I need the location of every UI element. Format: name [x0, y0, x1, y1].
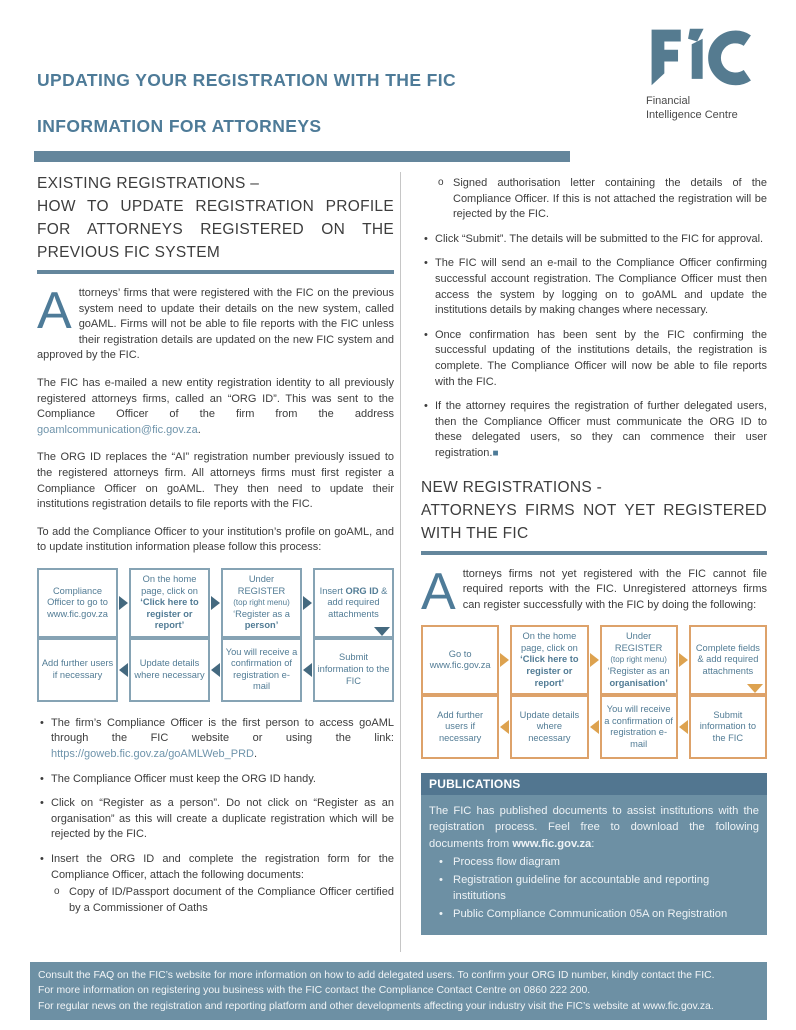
flow-row-1 [37, 568, 394, 638]
right-column [421, 172, 767, 935]
flow-box-6: You will receive a confirmation of registration e-mail [221, 638, 302, 702]
left-column [37, 172, 394, 925]
arrow-right-icon [590, 653, 599, 667]
flow-row-2 [421, 695, 767, 759]
flow-box-2: On the home page, click on ‘Click here to register or report’ [129, 568, 210, 638]
flow-box-3: Under REGISTER (top right menu) ‘Register as an organisation’ [600, 625, 678, 695]
heading-line: NEW REGISTRATIONS - [421, 478, 603, 496]
arrow-right-icon [679, 653, 688, 667]
heading-line: EXISTING REGISTRATIONS – [37, 175, 260, 192]
arrow-right-icon [211, 596, 220, 610]
bullet-delegated-users: • If the attorney requires the registration of further delegated users, then the Compliance Officer must communicate the ORG ID to these delegated users, so they can commence their user registration.■ [435, 399, 767, 461]
section-heading-existing [37, 172, 394, 264]
column-divider [400, 172, 401, 952]
flow-box-5: Submit information to the FIC [689, 695, 767, 759]
publication-item: • Process flow diagram [453, 854, 759, 870]
flow-row-1 [421, 625, 767, 695]
publication-item: • Registration guideline for accountable and reporting institutions [453, 872, 759, 904]
paragraph-orgid-email: The FIC has e-mailed a new entity registration identity to all previously registered attorneys firms, called an “ORG ID”. This was sent to the Compliance Officer of the firm from the address goamlcommunication@fic.gov.za. [37, 376, 394, 436]
subbullet-id-passport: o Copy of ID/Passport document of the Compliance Officer certified by a Commissioner of Oaths [69, 885, 394, 916]
logo-caption-line2: Intelligence Centre [646, 109, 738, 121]
paragraph-intro: Attorneys’ firms that were registered with the FIC on the previous system need to update their details on the new system, called goAML. Firms will not be able to file reports with the FIC unless their registration details are updated on the new FIC system and approved by the FIC. [37, 282, 394, 362]
fic-logo [638, 26, 770, 122]
flow-box-4: Complete fields & add required attachments [689, 625, 767, 695]
goaml-web-link[interactable]: https://goweb.fic.gov.za/goAMLWeb_PRD [51, 748, 254, 761]
flow-box-3: Under REGISTER (top right menu) ‘Register as a person’ [221, 568, 302, 638]
page-title [37, 57, 597, 149]
arrow-right-icon [303, 596, 312, 610]
footer-line-2: For more information on registering you business with the FIC contact the Compliance Contact Centre on 0860 222 200. [38, 985, 591, 997]
publications-body: The FIC has published documents to assist institutions with the registration process. Feel free to download the following documents from www.fic.gov.za: • Process flow diagram • Registration guideline for accountable and reporting institutions • Public Compliance Communication 05A on Registration [421, 795, 767, 934]
flow-box-8: Add further users if necessary [37, 638, 118, 702]
bullet-register-as-person: • Click on “Register as a person”. Do not click on “Register as an organisation” as this will create a duplicate registration which will be rejected by the FIC. [51, 796, 394, 843]
flow-box-1: Compliance Officer to go to www.fic.gov.za [37, 568, 118, 638]
dropcap-letter: A [37, 282, 72, 340]
flow-box-7: Update details where necessary [510, 695, 588, 759]
paragraph-new-intro: Attorneys firms not yet registered with the FIC cannot file required reports with the FIC. Unregistered attorneys firms can register successfully with the FIC by doing the following: [421, 562, 767, 621]
publications-panel [421, 773, 767, 934]
heading-line: FOR ATTORNEYS REGISTERED ON THE [37, 221, 394, 238]
footer-banner [30, 962, 767, 1020]
arrow-left-icon [211, 663, 220, 677]
bullet-confirmation-complete: • Once confirmation has been sent by the FIC confirming the successful updating of the institutions details, the registration is complete. The Compliance Officer will now be able to file reports with the FIC. [435, 328, 767, 390]
bullet-keep-orgid: • The Compliance Officer must keep the ORG ID handy. [51, 772, 394, 788]
publications-title: PUBLICATIONS [421, 773, 767, 795]
fic-logo-icon [644, 26, 754, 88]
heading-line: ATTORNEYS FIRMS NOT YET REGISTERED [421, 501, 767, 519]
bullet-fic-email-confirm: • The FIC will send an e-mail to the Compliance Officer confirming successful account registration. The Compliance Officer must then access the system by logging on to goAML and update the institutions details by making changes where necessary. [435, 256, 767, 318]
section-rule [421, 551, 767, 555]
footer-line-1: Consult the FAQ on the FIC’s website for more information on how to add delegated users. To confirm your ORG ID number, kindly contact the FIC. [38, 970, 715, 981]
arrow-down-icon [747, 684, 763, 693]
new-registration-flowchart [421, 625, 767, 759]
flow-box-7: Update details where necessary [129, 638, 210, 702]
flow-box-5: Submit information to the FIC [313, 638, 394, 702]
flow-box-1: Go to www.fic.gov.za [421, 625, 499, 695]
fic-website-text: www.fic.gov.za [512, 837, 592, 850]
arrow-left-icon [119, 663, 128, 677]
footer-line-3: For regular news on the registration and reporting platform and other developments affecting your industry visit the FIC’s website at www.fic.gov.za. [38, 1000, 714, 1012]
bullet-co-first-access: • The firm’s Compliance Officer is the first person to access goAML through the FIC website or using the link: https://goweb.fic.gov.za/goAMLWeb_PRD. [51, 716, 394, 763]
section-rule [37, 270, 394, 274]
flow-row-2 [37, 638, 394, 702]
logo-caption [646, 94, 770, 122]
title-divider-bar [34, 151, 570, 162]
publication-item: • Public Compliance Communication 05A on Registration [453, 906, 759, 922]
arrow-left-icon [679, 720, 688, 734]
dropcap-letter: A [421, 562, 456, 621]
section-heading-new [421, 476, 767, 545]
heading-line: PREVIOUS FIC SYSTEM [37, 244, 221, 261]
arrow-left-icon [590, 720, 599, 734]
title-line-2: INFORMATION FOR ATTORNEYS [37, 116, 322, 136]
arrow-left-icon [500, 720, 509, 734]
subbullet-authorisation-letter: o Signed authorisation letter containing the details of the Compliance Officer. If this is not attached the registration will be rejected by the FIC. [453, 176, 767, 223]
flow-box-2: On the home page, click on ‘Click here to register or report’ [510, 625, 588, 695]
arrow-right-icon [119, 596, 128, 610]
flow-box-4: Insert ORG ID & add required attachments [313, 568, 394, 638]
paragraph-process-intro: To add the Compliance Officer to your institution’s profile on goAML, and to update institution information please follow this process: [37, 525, 394, 554]
bullet-insert-orgid: • Insert the ORG ID and complete the registration form for the Compliance Officer, attach the following documents: [51, 852, 394, 883]
bullet-click-submit: • Click “Submit”. The details will be submitted to the FIC for approval. [435, 232, 767, 248]
title-line-1: UPDATING YOUR REGISTRATION WITH THE FIC [37, 70, 457, 90]
arrow-down-icon [374, 627, 390, 636]
heading-line: HOW TO UPDATE REGISTRATION PROFILE [37, 198, 394, 215]
logo-caption-line1: Financial [646, 95, 691, 107]
existing-registration-flowchart [37, 568, 394, 702]
flow-box-8: Add further users if necessary [421, 695, 499, 759]
end-of-article-mark: ■ [492, 447, 499, 459]
flow-box-6: You will receive a confirmation of registration e-mail [600, 695, 678, 759]
arrow-left-icon [303, 663, 312, 677]
email-link[interactable]: goamlcommunication@fic.gov.za [37, 423, 198, 436]
arrow-right-icon [500, 653, 509, 667]
paragraph-orgid-replaces: The ORG ID replaces the “AI” registration number previously issued to the registered attorneys firm. All attorneys firms must first register a Compliance Officer on goAML. They then need to update their institutions registration details to file reports with the FIC. [37, 451, 394, 511]
heading-line: WITH THE FIC [421, 524, 529, 542]
